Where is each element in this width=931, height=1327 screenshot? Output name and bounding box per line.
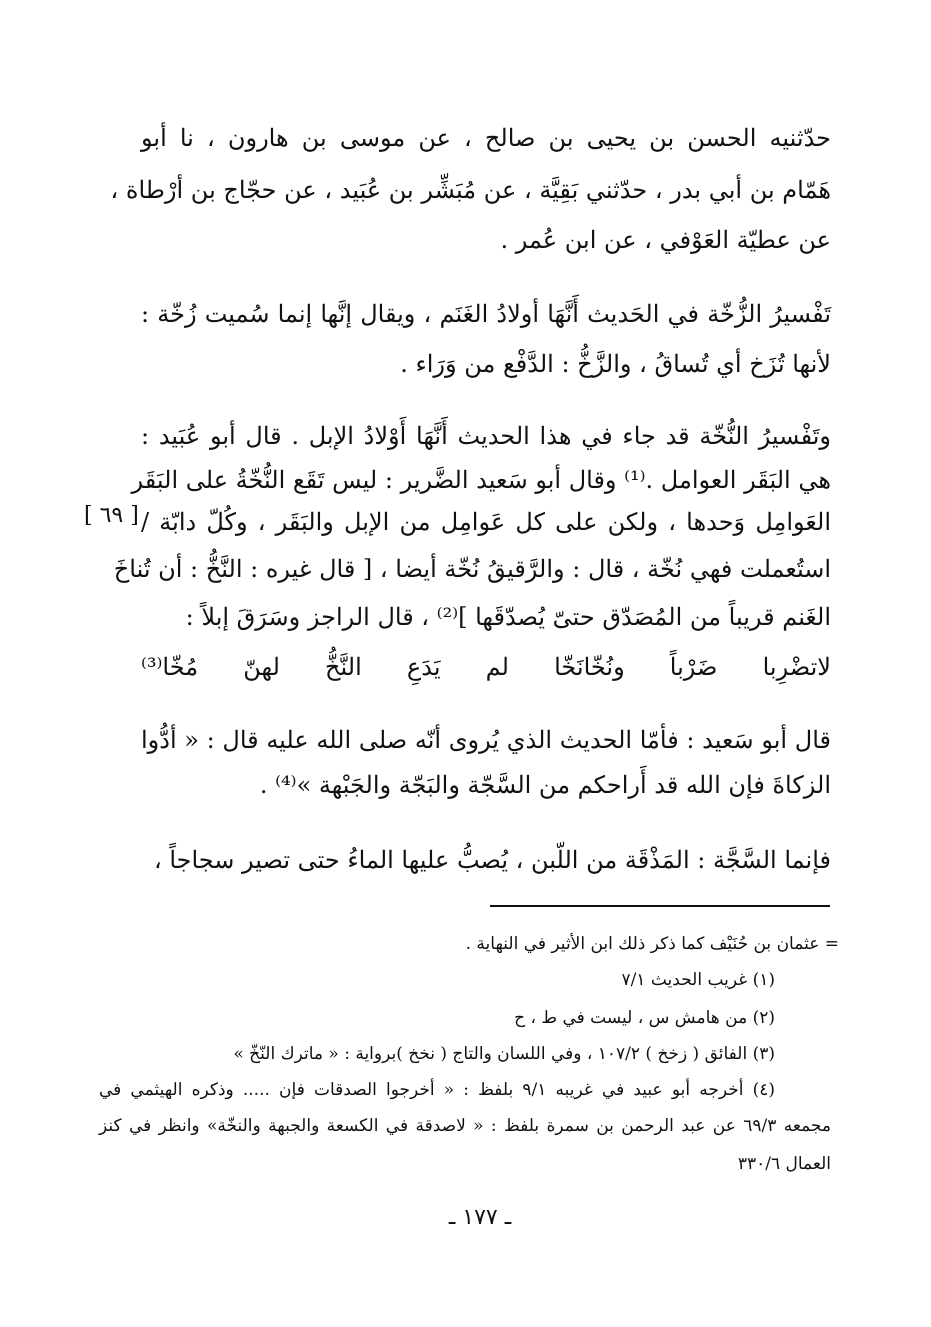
footnote-3: (٣) الفائق ( زخخ ) ١٠٧/٢ ، وفي اللسان والتاج ( نخخ )برواية : « ماترك النّخّ »: [233, 1044, 775, 1064]
paragraph-2-line-2: لأنها تُزَخ أي تُساقُ ، والزَّخُّ : الدَّفْع من وَرَاء .: [400, 350, 831, 378]
paragraph-4-line-2: الزكاةَ فإن الله قد أَراحكم من السَّجّة والبَجّة والجَبْهة »⁽⁴⁾ .: [259, 771, 831, 799]
paragraph-3-line-4: استُعملت فهي نُخّة ، قال : والرَّقيقُ نُخّة أيضا ، [ قال غيره : النَّخُّ : أن تُناخَ: [113, 555, 831, 583]
footnote-4-line-3: العمال ٣٣٠/٦: [737, 1154, 831, 1174]
footnote-separator: [490, 905, 830, 907]
paragraph-3-line-2: هي البَقَر العوامل .⁽¹⁾ وقال أبو سَعيد الضَّرير : ليس تَقَع النُّخّةُ على البَقَر: [131, 466, 831, 494]
page-number: ـ ١٧٧ ـ: [448, 1205, 512, 1230]
paragraph-5-line-1: فإنما السَّجَّة : المَذْقَة من اللّبن ، يُصبُّ عليها الماءُ حتى تصير سجاجاً ،: [153, 846, 831, 874]
paragraph-3-line-3: العَوامِل وَحدها ، ولكن على كل عَوامِل من الإبل والبَقَر ، وكُلّ دابّة /: [141, 508, 831, 536]
footnote-2: (٢) من هامش س ، ليست في ط ، ح: [514, 1008, 775, 1028]
margin-page-reference: [ ٦٩ ]: [84, 503, 139, 528]
footnote-continuation: = عثمان بن حُنَيْف كما ذكر ذلك ابن الأثير في النهاية .: [465, 934, 839, 954]
footnote-1: (١) غريب الحديث ٧/١: [621, 970, 775, 990]
paragraph-1-line-1: حدّثنيه الحسن بن يحيى بن صالح ، عن موسى بن هارون ، نا أبو: [141, 124, 831, 152]
verse-line: لاتضْرِبا ضَرْباً ونُخّانَخّا لم يَدَعِ النَّخُّ لهنّ مُخّا⁽³⁾: [141, 653, 831, 681]
paragraph-2-line-1: تَفْسيرُ الزُّخّة في الحَديث أَنَّهَا أولادُ الغَنَم ، ويقال إنَّها إنما سُميت زُخّة :: [141, 300, 831, 328]
footnote-4-line-2: مجمعه ٦٩/٣ عن عبد الرحمن بن سمرة بلفظ : « لاصدقة في الكسعة والجبهة والنخّة» وانظر في كنز: [99, 1116, 831, 1136]
paragraph-1-line-3: عن عطيّة العَوْفي ، عن ابن عُمر .: [500, 226, 831, 254]
paragraph-1-line-2: هَمّام بن أبي بدر ، حدّثني بَقِيَّة ، عن مُبَشِّر بن عُبَيد ، عن حجّاج بن أرْطاة ،: [110, 176, 831, 204]
footnote-4-line-1: (٤) أخرجه أبو عبيد في غريبه ٩/١ بلفظ : « أخرجوا الصدقات فإن ..... وذكره الهيثمي في: [99, 1080, 776, 1100]
paragraph-3-line-1: وتَفْسيرُ النُّخّة قد جاء في هذا الحديث أَنَّهَا أَوْلادُ الإبل . قال أبو عُبَيد :: [141, 422, 831, 450]
paragraph-4-line-1: قال أبو سَعيد : فأمّا الحديث الذي يُروى أنّه صلى الله عليه قال : « أدُّوا: [141, 726, 831, 754]
paragraph-3-line-5: الغَنم قريباً من المُصَدّق حتىّ يُصدّقَها ]⁽²⁾ ، قال الراجز وسَرَقَ إبلاً :: [185, 603, 831, 631]
